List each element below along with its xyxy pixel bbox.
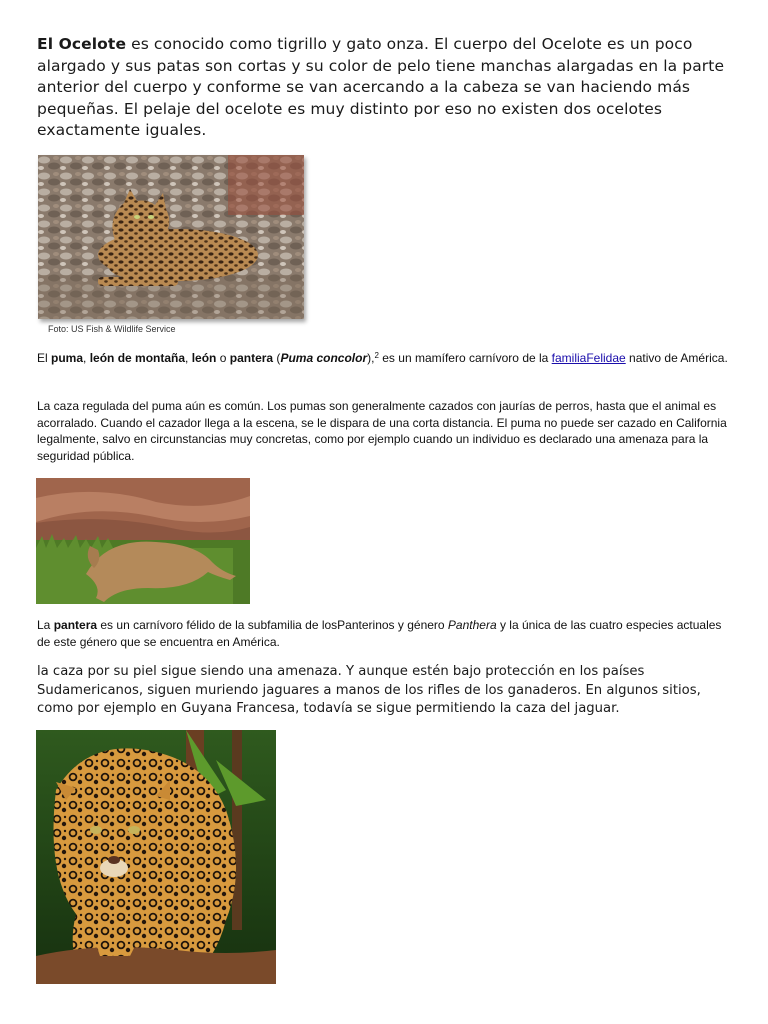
puma-photo [36, 478, 250, 604]
ocelot-photo [38, 155, 304, 319]
ocelote-paragraph [37, 34, 737, 142]
puma-definition: El puma, león de montaña, león o pantera (Puma concolor),$^2$ es un mamífero carnívoro de la familiaFelidae nativo de América. [37, 351, 728, 365]
ocelote-text: es conocido como tigrillo y gato onza. El cuerpo del Ocelote es un poco alargado y sus patas son cortas y su color de pelo tiene manchas alargadas en la parte anterior del cuerpo y conforme se van acercando a la cabeza se van haciendo más pequeñas. El pelaje del ocelote es muy distinto por eso no existen dos ocelotes exactamente iguales. [37, 35, 725, 139]
pantera-definition: La pantera es un carnívoro félido de la subfamilia de losPanterinos y género Panthera y la única de las cuatro especies actuales de este género que se encuentra en América. [37, 618, 722, 649]
footnote-ref[interactable]: 2 [374, 351, 379, 360]
puma-hunting-paragraph: La caza regulada del puma aún es común. Los pumas son generalmente cazados con jaurías de perros, hasta que el animal es acorralado. Cuando el cazador llega a la escena, se le dispara de una corta distancia. El puma no puede ser cazado en California legalmente, salvo en circunstancias muy concretas, como por ejemplo cuando un individuo es declarado una amenaza para la seguridad pública. [37, 399, 727, 463]
ocelote-title: El Ocelote [37, 35, 127, 53]
jaguar-photo [36, 730, 276, 984]
familia-felidae-link[interactable]: familiaFelidae [551, 351, 626, 365]
jaguar-hunting-paragraph: la caza por su piel sigue siendo una amenaza. Y aunque estén bajo protección en los países Sudamericanos, siguen muriendo jaguares a manos de los rifles de los ganaderos. En algunos sitios, como por ejemplo en Guyana Francesa, todavía se sigue permitiendo la caza del jaguar. [37, 664, 701, 716]
photo-caption: Foto: US Fish & Wildlife Service [48, 324, 176, 334]
